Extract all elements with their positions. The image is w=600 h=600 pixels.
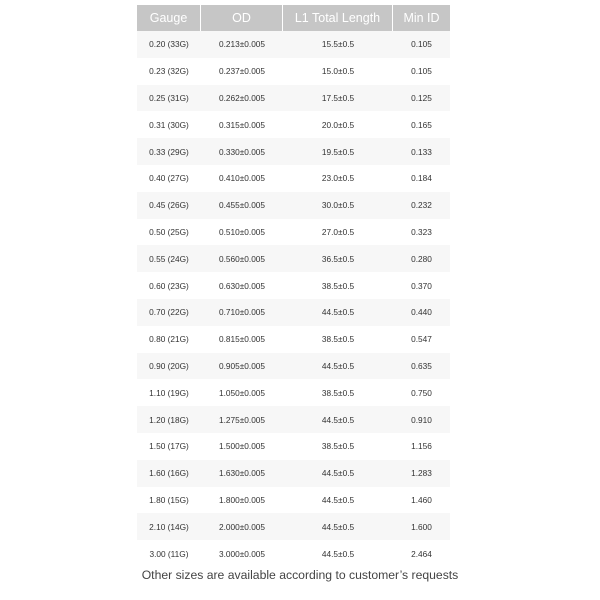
min-id-cell: 0.910 bbox=[393, 406, 450, 433]
od-cell: 0.815±0.005 bbox=[201, 326, 283, 353]
gauge-cell: 1.10 (19G) bbox=[137, 379, 201, 406]
gauge-cell: 0.31 (30G) bbox=[137, 111, 201, 138]
length-cell: 15.5±0.5 bbox=[283, 31, 393, 58]
min-id-cell: 1.600 bbox=[393, 513, 450, 540]
length-cell: 17.5±0.5 bbox=[283, 85, 393, 112]
table-row bbox=[137, 433, 450, 460]
table-row bbox=[137, 487, 450, 514]
od-cell: 0.330±0.005 bbox=[201, 138, 283, 165]
od-cell: 0.237±0.005 bbox=[201, 58, 283, 85]
table-row bbox=[137, 58, 450, 85]
table-row bbox=[137, 379, 450, 406]
min-id-cell: 0.280 bbox=[393, 245, 450, 272]
gauge-cell: 0.80 (21G) bbox=[137, 326, 201, 353]
gauge-cell: 0.20 (33G) bbox=[137, 31, 201, 58]
header-od: OD bbox=[201, 5, 283, 31]
length-cell: 27.0±0.5 bbox=[283, 219, 393, 246]
table-row bbox=[137, 31, 450, 58]
od-cell: 0.315±0.005 bbox=[201, 111, 283, 138]
header-min-id: Min ID bbox=[393, 5, 450, 31]
min-id-cell: 0.750 bbox=[393, 379, 450, 406]
length-cell: 15.0±0.5 bbox=[283, 58, 393, 85]
footer-note: Other sizes are available according to customer’s requests bbox=[141, 568, 459, 582]
length-cell: 19.5±0.5 bbox=[283, 138, 393, 165]
min-id-cell: 0.232 bbox=[393, 192, 450, 219]
length-cell: 44.5±0.5 bbox=[283, 460, 393, 487]
min-id-cell: 2.464 bbox=[393, 540, 450, 567]
table-row bbox=[137, 540, 450, 567]
min-id-cell: 0.184 bbox=[393, 165, 450, 192]
gauge-cell: 0.50 (25G) bbox=[137, 219, 201, 246]
od-cell: 1.800±0.005 bbox=[201, 487, 283, 514]
od-cell: 0.560±0.005 bbox=[201, 245, 283, 272]
gauge-cell: 0.45 (26G) bbox=[137, 192, 201, 219]
od-cell: 1.050±0.005 bbox=[201, 379, 283, 406]
spec-table-container bbox=[137, 5, 450, 567]
min-id-cell: 0.370 bbox=[393, 272, 450, 299]
od-cell: 0.262±0.005 bbox=[201, 85, 283, 112]
gauge-cell: 0.60 (23G) bbox=[137, 272, 201, 299]
gauge-cell: 0.40 (27G) bbox=[137, 165, 201, 192]
od-cell: 1.500±0.005 bbox=[201, 433, 283, 460]
min-id-cell: 0.635 bbox=[393, 353, 450, 380]
min-id-cell: 1.460 bbox=[393, 487, 450, 514]
table-row bbox=[137, 299, 450, 326]
table-row bbox=[137, 272, 450, 299]
gauge-cell: 0.90 (20G) bbox=[137, 353, 201, 380]
header-total-length: L1 Total Length bbox=[283, 5, 393, 31]
min-id-cell: 0.125 bbox=[393, 85, 450, 112]
gauge-cell: 1.20 (18G) bbox=[137, 406, 201, 433]
od-cell: 3.000±0.005 bbox=[201, 540, 283, 567]
gauge-cell: 0.23 (32G) bbox=[137, 58, 201, 85]
table-row bbox=[137, 513, 450, 540]
od-cell: 0.905±0.005 bbox=[201, 353, 283, 380]
length-cell: 44.5±0.5 bbox=[283, 299, 393, 326]
min-id-cell: 0.105 bbox=[393, 31, 450, 58]
length-cell: 30.0±0.5 bbox=[283, 192, 393, 219]
min-id-cell: 1.156 bbox=[393, 433, 450, 460]
table-row bbox=[137, 165, 450, 192]
gauge-cell: 0.25 (31G) bbox=[137, 85, 201, 112]
length-cell: 44.5±0.5 bbox=[283, 406, 393, 433]
gauge-cell: 0.55 (24G) bbox=[137, 245, 201, 272]
gauge-cell: 1.60 (16G) bbox=[137, 460, 201, 487]
od-cell: 1.630±0.005 bbox=[201, 460, 283, 487]
length-cell: 44.5±0.5 bbox=[283, 353, 393, 380]
table-row bbox=[137, 192, 450, 219]
min-id-cell: 0.133 bbox=[393, 138, 450, 165]
min-id-cell: 0.105 bbox=[393, 58, 450, 85]
table-row bbox=[137, 85, 450, 112]
min-id-cell: 0.323 bbox=[393, 219, 450, 246]
length-cell: 38.5±0.5 bbox=[283, 433, 393, 460]
od-cell: 2.000±0.005 bbox=[201, 513, 283, 540]
table-row bbox=[137, 460, 450, 487]
gauge-cell: 1.50 (17G) bbox=[137, 433, 201, 460]
length-cell: 44.5±0.5 bbox=[283, 513, 393, 540]
table-row bbox=[137, 326, 450, 353]
gauge-cell: 0.33 (29G) bbox=[137, 138, 201, 165]
table-row bbox=[137, 111, 450, 138]
od-cell: 0.510±0.005 bbox=[201, 219, 283, 246]
length-cell: 44.5±0.5 bbox=[283, 487, 393, 514]
od-cell: 0.213±0.005 bbox=[201, 31, 283, 58]
table-row bbox=[137, 219, 450, 246]
length-cell: 38.5±0.5 bbox=[283, 379, 393, 406]
table-row bbox=[137, 138, 450, 165]
table-row bbox=[137, 245, 450, 272]
min-id-cell: 0.165 bbox=[393, 111, 450, 138]
length-cell: 23.0±0.5 bbox=[283, 165, 393, 192]
gauge-cell: 2.10 (14G) bbox=[137, 513, 201, 540]
table-row bbox=[137, 353, 450, 380]
od-cell: 1.275±0.005 bbox=[201, 406, 283, 433]
od-cell: 0.710±0.005 bbox=[201, 299, 283, 326]
table-body bbox=[137, 31, 450, 567]
length-cell: 36.5±0.5 bbox=[283, 245, 393, 272]
od-cell: 0.410±0.005 bbox=[201, 165, 283, 192]
od-cell: 0.630±0.005 bbox=[201, 272, 283, 299]
gauge-cell: 3.00 (11G) bbox=[137, 540, 201, 567]
min-id-cell: 0.547 bbox=[393, 326, 450, 353]
table-header-row bbox=[137, 5, 450, 31]
header-gauge: Gauge bbox=[137, 5, 201, 31]
gauge-cell: 1.80 (15G) bbox=[137, 487, 201, 514]
gauge-cell: 0.70 (22G) bbox=[137, 299, 201, 326]
min-id-cell: 1.283 bbox=[393, 460, 450, 487]
needle-spec-table bbox=[137, 5, 450, 567]
length-cell: 38.5±0.5 bbox=[283, 326, 393, 353]
table-row bbox=[137, 406, 450, 433]
min-id-cell: 0.440 bbox=[393, 299, 450, 326]
length-cell: 44.5±0.5 bbox=[283, 540, 393, 567]
od-cell: 0.455±0.005 bbox=[201, 192, 283, 219]
length-cell: 20.0±0.5 bbox=[283, 111, 393, 138]
length-cell: 38.5±0.5 bbox=[283, 272, 393, 299]
